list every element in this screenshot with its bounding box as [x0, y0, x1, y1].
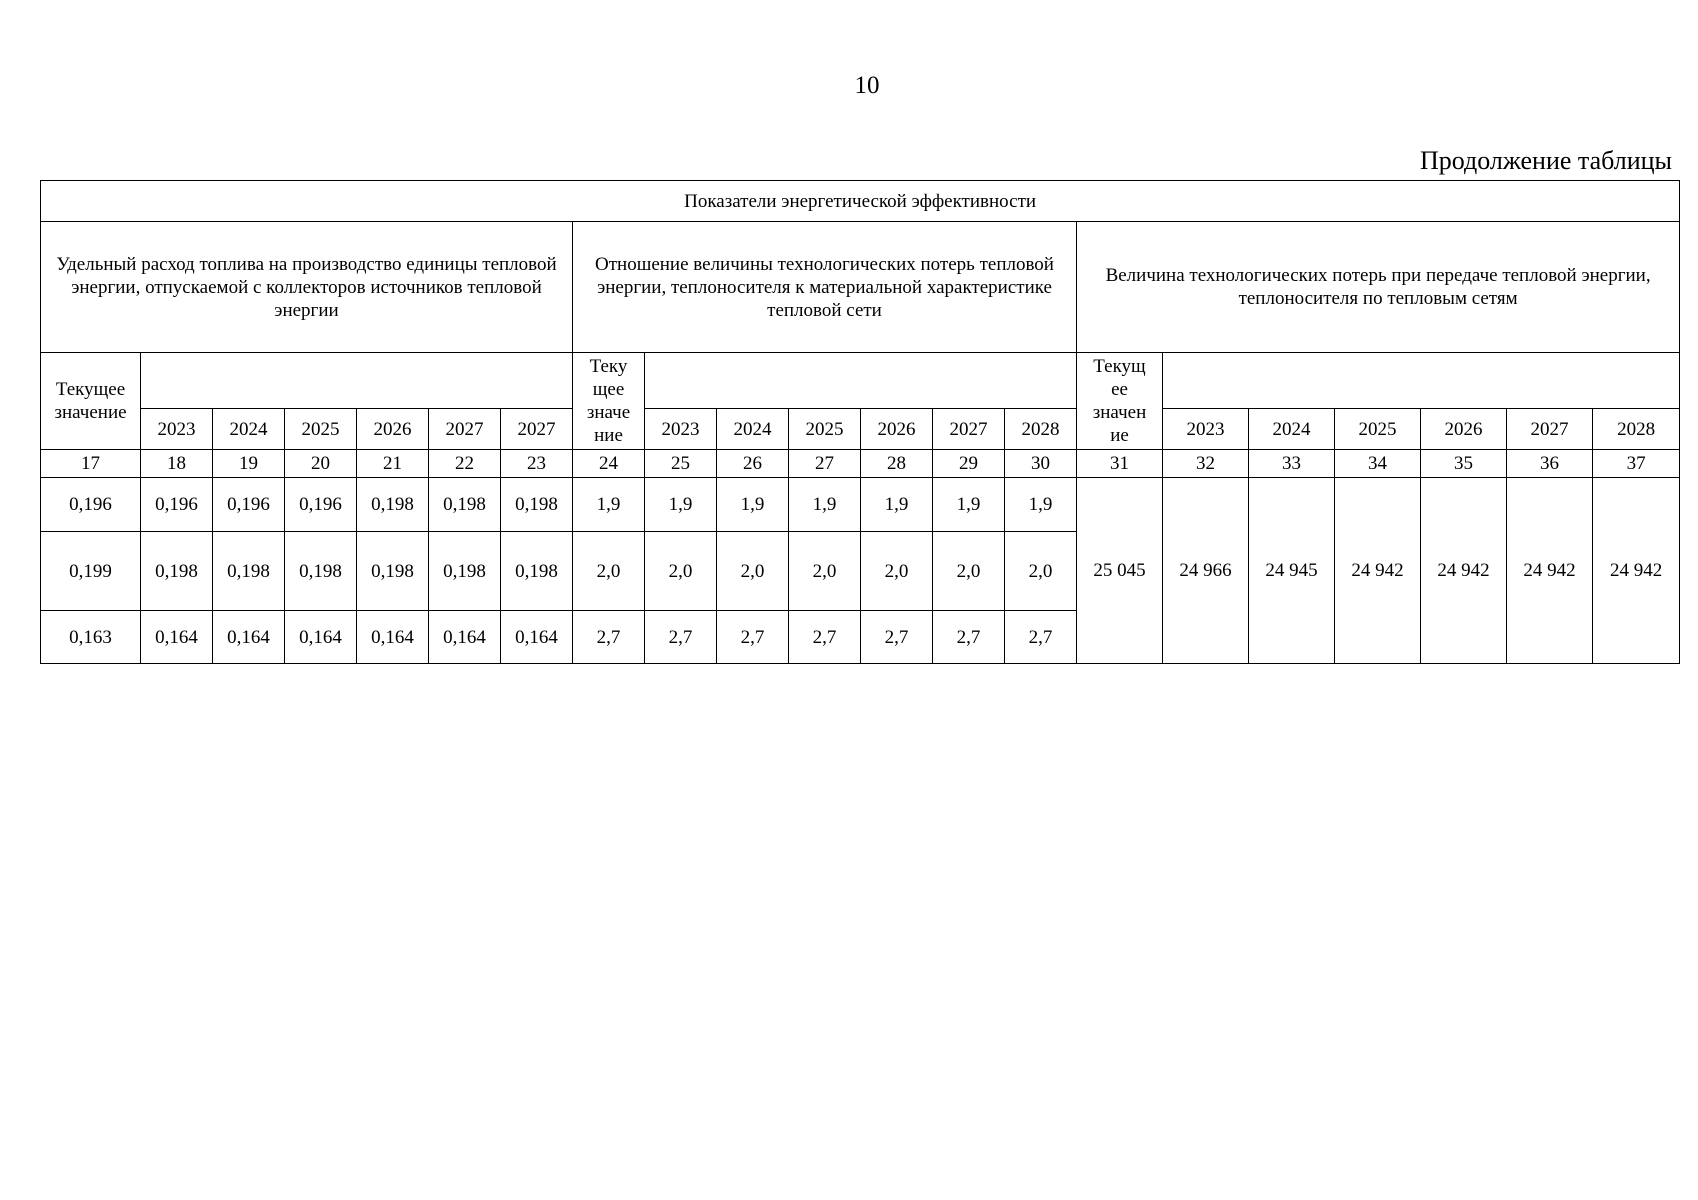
- column-number: 32: [1163, 450, 1249, 478]
- year-header: 2025: [285, 409, 357, 450]
- table-cell: 24 945: [1249, 478, 1335, 664]
- table-cell: 0,198: [429, 532, 501, 611]
- years-header-group-3: [1163, 353, 1680, 409]
- column-number: 28: [861, 450, 933, 478]
- column-number: 21: [357, 450, 429, 478]
- table-cell: 0,198: [429, 478, 501, 532]
- table-cell: 1,9: [717, 478, 789, 532]
- energy-efficiency-table: [40, 180, 1680, 664]
- table-cell: 2,7: [573, 611, 645, 664]
- table-row: [41, 478, 1680, 532]
- table-cell: 2,7: [789, 611, 861, 664]
- table-cell: 0,198: [501, 532, 573, 611]
- years-header-group-2: [645, 353, 1077, 409]
- table-cell: 1,9: [645, 478, 717, 532]
- table-cell: 0,164: [285, 611, 357, 664]
- column-number: 22: [429, 450, 501, 478]
- table-cell: 2,7: [1005, 611, 1077, 664]
- table-cell: 2,0: [933, 532, 1005, 611]
- year-header: 2028: [1005, 409, 1077, 450]
- current-value-header: Текущ ее значен ие: [1077, 353, 1163, 450]
- column-number: 25: [645, 450, 717, 478]
- year-header: 2024: [213, 409, 285, 450]
- table-cell: 24 942: [1421, 478, 1507, 664]
- table-cell: 24 942: [1335, 478, 1421, 664]
- column-number: 36: [1507, 450, 1593, 478]
- table-cell: 0,164: [357, 611, 429, 664]
- table-cell: 0,199: [41, 532, 141, 611]
- page-number: 10: [854, 72, 880, 99]
- table-cell: 2,7: [933, 611, 1005, 664]
- table-cell: 2,0: [717, 532, 789, 611]
- table-cell: 0,198: [357, 532, 429, 611]
- year-header: 2025: [789, 409, 861, 450]
- table-cell: 2,0: [573, 532, 645, 611]
- table-cell: 1,9: [789, 478, 861, 532]
- group-header-technological-losses: Величина технологических потерь при передаче тепловой энергии, теплоносителя по тепловым сетям: [1077, 222, 1680, 353]
- table-cell: 0,163: [41, 611, 141, 664]
- group-header-fuel-consumption: Удельный расход топлива на производство единицы тепловой энергии, отпускаемой с коллекторов источников тепловой энергии: [41, 222, 573, 353]
- column-number: 24: [573, 450, 645, 478]
- table-cell: 0,164: [213, 611, 285, 664]
- column-number: 23: [501, 450, 573, 478]
- column-number: 37: [1593, 450, 1680, 478]
- column-number: 31: [1077, 450, 1163, 478]
- year-header: 2023: [645, 409, 717, 450]
- table-title: Показатели энергетической эффективности: [41, 181, 1680, 222]
- column-number: 30: [1005, 450, 1077, 478]
- years-header-group-1: [141, 353, 573, 409]
- year-header: 2023: [141, 409, 213, 450]
- year-header: 2027: [429, 409, 501, 450]
- table-cell: 2,0: [861, 532, 933, 611]
- table-cell: 0,198: [501, 478, 573, 532]
- table-cell: 2,0: [789, 532, 861, 611]
- year-header: 2026: [1421, 409, 1507, 450]
- table-cell: 0,164: [501, 611, 573, 664]
- year-header: 2027: [933, 409, 1005, 450]
- column-number: 26: [717, 450, 789, 478]
- table-cell: 2,7: [861, 611, 933, 664]
- year-header: 2026: [861, 409, 933, 450]
- year-header: 2025: [1335, 409, 1421, 450]
- table-cell: 0,198: [213, 532, 285, 611]
- table-cell: 2,7: [645, 611, 717, 664]
- table-cell: 0,198: [141, 532, 213, 611]
- column-number: 29: [933, 450, 1005, 478]
- year-header: 2024: [1249, 409, 1335, 450]
- column-number: 35: [1421, 450, 1507, 478]
- table-cell: 1,9: [1005, 478, 1077, 532]
- column-number: 20: [285, 450, 357, 478]
- continuation-label: Продолжение таблицы: [1420, 146, 1672, 175]
- table-cell: 2,7: [717, 611, 789, 664]
- table-cell: 0,196: [141, 478, 213, 532]
- column-number: 19: [213, 450, 285, 478]
- table-cell: 0,198: [357, 478, 429, 532]
- year-header: 2027: [1507, 409, 1593, 450]
- year-header: 2028: [1593, 409, 1680, 450]
- column-number: 34: [1335, 450, 1421, 478]
- table-cell: 1,9: [573, 478, 645, 532]
- column-number: 17: [41, 450, 141, 478]
- table-cell: 0,198: [285, 532, 357, 611]
- table-cell: 24 942: [1593, 478, 1680, 664]
- table-cell: 24 942: [1507, 478, 1593, 664]
- table-cell: 25 045: [1077, 478, 1163, 664]
- table-cell: 0,164: [141, 611, 213, 664]
- group-header-loss-ratio: Отношение величины технологических потерь тепловой энергии, теплоносителя к материальной характеристике тепловой сети: [573, 222, 1077, 353]
- table-cell: 0,196: [41, 478, 141, 532]
- table-cell: 0,196: [285, 478, 357, 532]
- current-value-header: Текущее значение: [41, 353, 141, 450]
- year-header: 2027: [501, 409, 573, 450]
- table-cell: 2,0: [645, 532, 717, 611]
- table-cell: 24 966: [1163, 478, 1249, 664]
- table-cell: 0,164: [429, 611, 501, 664]
- year-header: 2026: [357, 409, 429, 450]
- year-header: 2023: [1163, 409, 1249, 450]
- column-number: 18: [141, 450, 213, 478]
- table-cell: 1,9: [933, 478, 1005, 532]
- column-number: 33: [1249, 450, 1335, 478]
- current-value-header: Теку щее значе ние: [573, 353, 645, 450]
- table-cell: 2,0: [1005, 532, 1077, 611]
- table-cell: 1,9: [861, 478, 933, 532]
- column-number: 27: [789, 450, 861, 478]
- table-cell: 0,196: [213, 478, 285, 532]
- year-header: 2024: [717, 409, 789, 450]
